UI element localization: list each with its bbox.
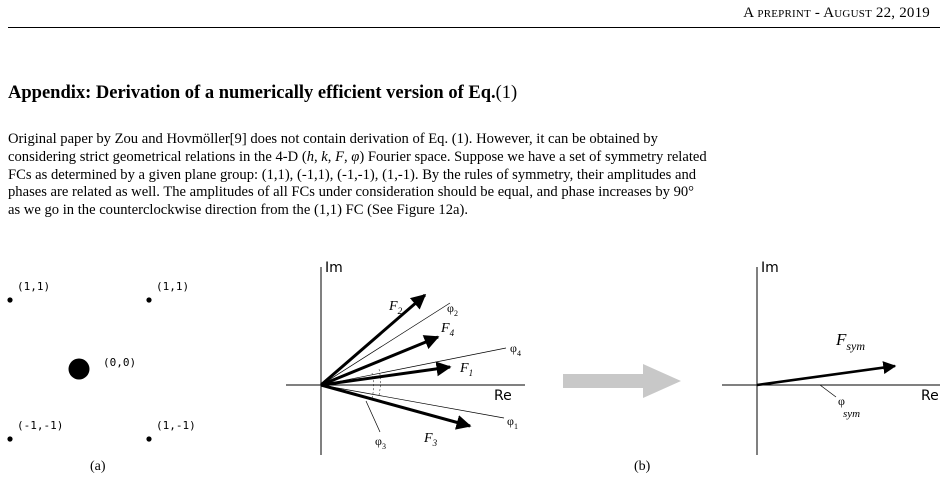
re-label: Re (921, 388, 939, 404)
body-paragraph (8, 131, 940, 220)
comma: , (313, 148, 322, 165)
label-Fsym: $F_{sym}$ (836, 330, 866, 353)
point-label: (0,0) (103, 356, 137, 369)
point-label: (1,-1) (156, 419, 196, 432)
phase-line-sym (820, 385, 836, 397)
lattice-point (7, 297, 12, 302)
lattice-point (146, 297, 151, 302)
point-label: (1,1) (17, 280, 51, 293)
section-eq-ref: (1) (495, 83, 518, 103)
header-prefix: A (743, 5, 754, 21)
lattice-point (146, 436, 151, 441)
line2-text-b: ) Fourier space. Suppose we have a set of symmetry related (359, 148, 707, 165)
transform-arrow (563, 364, 681, 398)
label-F1: $F_1$ (460, 361, 474, 378)
math-k: k (321, 148, 328, 165)
label-F4: $F_4$ (441, 321, 455, 338)
header-date-initial: A (823, 5, 835, 21)
label-phi4: $\varphi_4$ (510, 341, 521, 358)
vector-F3 (321, 385, 470, 426)
lattice-point (7, 436, 12, 441)
section-title (8, 83, 517, 104)
label-phi2: $\varphi_2$ (447, 301, 458, 318)
phase-line-3 (366, 401, 380, 432)
phase-line-4 (321, 348, 506, 385)
label-phisym: φ sym (838, 394, 861, 420)
section-title-text: Appendix: Derivation of a numerically efficient version of Eq. (8, 83, 496, 103)
label-F3: $F_3$ (424, 431, 438, 448)
comma: , (327, 148, 336, 165)
paragraph-line-4: phases are related as well. The amplitudes of all FCs under consideration should be equal, and phase increases by 90° (8, 184, 695, 201)
panel-b-right (722, 260, 940, 455)
figure-12 (0, 255, 949, 479)
header-preprint: preprint (757, 5, 811, 21)
im-label: Im (325, 260, 343, 276)
phase-line-2 (321, 303, 450, 385)
point-label: (1,1) (156, 280, 190, 293)
caption-a: (a) (90, 459, 106, 474)
paragraph-line-2 (8, 149, 940, 167)
caption-b: (b) (634, 459, 651, 474)
label-phi1: $\varphi_1$ (507, 414, 518, 431)
comma: , (343, 148, 352, 165)
phase-line-1 (321, 385, 504, 418)
point-label: (-1,-1) (17, 419, 64, 432)
line2-text-a: considering strict geometrical relations in the 4-D ( (8, 148, 307, 165)
panel-b-left (286, 260, 525, 455)
header-separator: - (810, 5, 824, 21)
vector-Fsym (757, 366, 895, 385)
header-date-rest: ugust 22, 2019 (834, 5, 930, 21)
header-rule (8, 27, 940, 28)
paragraph-line-3: FCs as determined by a given plane group: (1,1), (-1,1), (-1,-1), (1,-1). By the rules of symmetry, their amplitudes and (8, 166, 697, 183)
panel-a (7, 280, 195, 474)
math-phi: φ (351, 148, 360, 165)
math-F: F (335, 148, 344, 165)
label-phi3: $\varphi_3$ (375, 434, 386, 451)
re-label: Re (494, 388, 512, 404)
math-h: h (306, 148, 314, 165)
label-F2: $F_2$ (389, 299, 403, 316)
paragraph-line-1: Original paper by Zou and Hovmöller[9] does not contain derivation of Eq. (1). However, it can be obtained by (8, 131, 658, 147)
paragraph-line-5: as we go in the counterclockwise direction from the (1,1) FC (See Figure 12a). (8, 202, 468, 219)
im-label: Im (761, 260, 779, 276)
origin-point (69, 359, 90, 380)
running-header (743, 5, 930, 22)
